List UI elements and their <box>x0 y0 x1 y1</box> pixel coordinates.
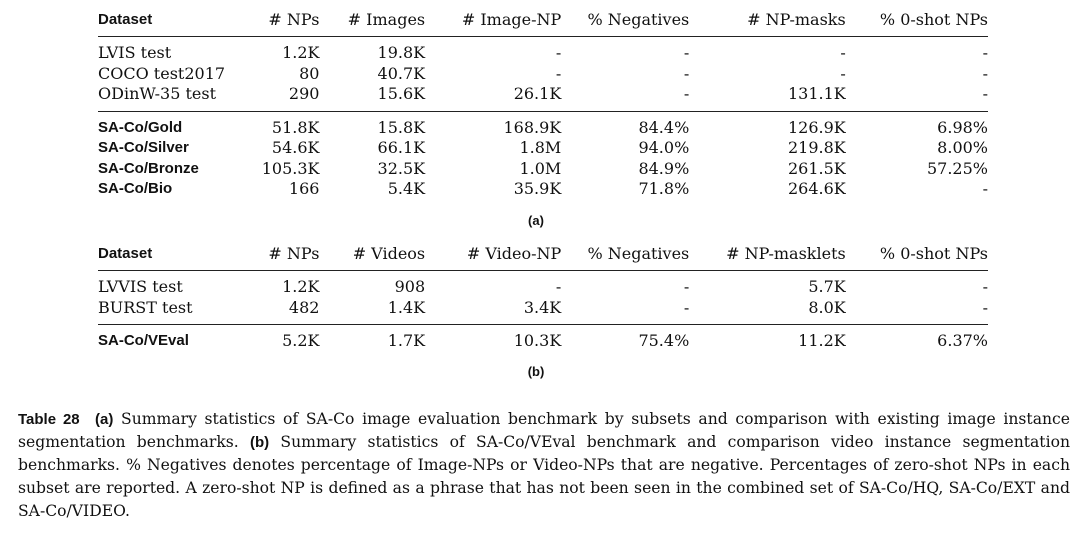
cell: 168.9K <box>503 117 562 137</box>
table-row <box>98 64 988 85</box>
cell: 131.1K <box>689 84 845 111</box>
cell: 1.4K <box>319 298 425 325</box>
cell: - <box>982 179 988 198</box>
table-row <box>98 179 988 200</box>
cell: 219.8K <box>787 138 846 157</box>
subtable-label-a: (a) <box>528 213 544 228</box>
cell: - <box>683 277 690 296</box>
cell: - <box>982 277 988 296</box>
header-cell: # Images <box>319 4 425 37</box>
cell: - <box>840 43 846 62</box>
table-row <box>98 325 988 352</box>
caption-part-a-text: Summary statistics of SA-Co image evaluation benchmark by subsets and comparison with existing image instance segmentation benchmarks. <box>18 410 1070 451</box>
header-cell: Dataset <box>98 4 261 37</box>
cell: - <box>561 84 689 111</box>
table-b-header-row <box>98 238 988 271</box>
cell: 908 <box>394 277 426 296</box>
table-row <box>98 159 988 180</box>
table-a-header-row <box>98 4 988 37</box>
cell: 84.9% <box>638 158 690 178</box>
cell: 290 <box>261 84 320 111</box>
table-a <box>98 4 988 200</box>
cell: - <box>846 298 988 325</box>
cell: - <box>982 43 988 62</box>
cell: 40.7K <box>377 63 426 83</box>
cell: 84.4% <box>638 117 690 137</box>
cell: SA-Co/Gold <box>98 118 183 136</box>
cell: - <box>683 63 690 83</box>
table-row <box>98 271 988 298</box>
cell: - <box>683 43 690 62</box>
cell: 75.4% <box>638 331 690 350</box>
cell: 15.6K <box>319 84 425 111</box>
cell: - <box>555 63 562 83</box>
subtable-label-b: (b) <box>527 364 545 379</box>
cell: 3.4K <box>425 298 561 325</box>
cell: 15.8K <box>377 117 426 137</box>
cell: - <box>561 298 689 325</box>
cell: - <box>982 63 988 83</box>
cell: - <box>555 43 562 62</box>
cell: LVIS test <box>98 43 172 62</box>
cell: 57.25% <box>926 158 988 178</box>
cell: 126.9K <box>787 117 846 137</box>
header-cell: # NPs <box>261 238 320 271</box>
cell: ODinW-35 test <box>98 84 261 111</box>
cell: 94.0% <box>638 138 690 157</box>
cell: 80 <box>299 63 320 83</box>
cell: 482 <box>261 298 320 325</box>
cell: 71.8% <box>638 179 690 198</box>
cell: 11.2K <box>798 331 846 350</box>
header-cell: # Videos <box>319 238 425 271</box>
cell: 261.5K <box>787 158 846 178</box>
table-row <box>98 138 988 159</box>
cell: 32.5K <box>377 158 426 178</box>
header-cell: # NPs <box>261 4 320 37</box>
cell: 1.0M <box>519 158 562 178</box>
cell: - <box>846 84 988 111</box>
header-cell: % Negatives <box>561 238 689 271</box>
cell: - <box>840 63 846 83</box>
table-row <box>98 37 988 64</box>
cell: SA-Co/Bio <box>98 180 173 197</box>
table-b <box>98 238 988 352</box>
header-cell: % Negatives <box>561 4 689 37</box>
cell: 5.2K <box>282 331 320 350</box>
table-row <box>98 298 988 325</box>
cell: 105.3K <box>261 158 320 178</box>
caption-table-id: Table 28 <box>18 411 80 428</box>
header-cell: # NP-masks <box>689 4 845 37</box>
cell: 51.8K <box>271 117 320 137</box>
cell: 1.2K <box>282 277 320 296</box>
cell: 6.98% <box>937 117 988 137</box>
cell: 66.1K <box>377 138 426 157</box>
cell: 5.4K <box>387 179 426 198</box>
cell: SA-Co/Bronze <box>98 159 199 177</box>
cell: 35.9K <box>513 179 562 198</box>
cell: 19.8K <box>377 43 426 62</box>
cell: 10.3K <box>513 331 562 350</box>
table-row <box>98 84 988 111</box>
header-cell: # Image-NP <box>425 4 561 37</box>
caption-part-a-marker: (a) <box>95 411 114 428</box>
cell: BURST test <box>98 298 261 325</box>
cell: 8.00% <box>937 138 988 157</box>
cell: 8.0K <box>689 298 845 325</box>
cell: 26.1K <box>425 84 561 111</box>
table-row <box>98 111 988 138</box>
header-cell: # NP-masklets <box>689 238 845 271</box>
header-cell: # Video-NP <box>425 238 561 271</box>
cell: 54.6K <box>271 138 320 157</box>
cell: 1.2K <box>282 43 320 62</box>
header-cell: Dataset <box>98 238 261 271</box>
cell: SA-Co/VEval <box>98 332 189 349</box>
cell: 1.8M <box>519 138 562 157</box>
header-cell: % 0-shot NPs <box>846 238 988 271</box>
cell: COCO test2017 <box>98 63 226 83</box>
caption-part-b-text: Summary statistics of SA-Co/VEval benchmark and comparison video instance segmentation benchmarks. % Negatives denotes percentage of Image-NPs or Video-NPs that are negative. Percentages of zero-shot NPs in each subset are reported. A zero-shot NP is defined as a phrase that has not been seen in the combined set of SA-Co/HQ, SA-Co/EXT and SA-Co/VIDEO. <box>18 433 1070 520</box>
cell: 1.7K <box>387 331 426 350</box>
cell: 264.6K <box>787 179 846 198</box>
caption-part-b-marker: (b) <box>250 434 270 451</box>
table-caption <box>18 408 1070 523</box>
cell: - <box>555 277 562 296</box>
cell: 166 <box>288 179 320 198</box>
cell: LVVIS test <box>98 277 183 296</box>
cell: SA-Co/Silver <box>98 139 189 156</box>
cell: 5.7K <box>808 277 846 296</box>
header-cell: % 0-shot NPs <box>846 4 988 37</box>
cell: 6.37% <box>937 331 988 350</box>
